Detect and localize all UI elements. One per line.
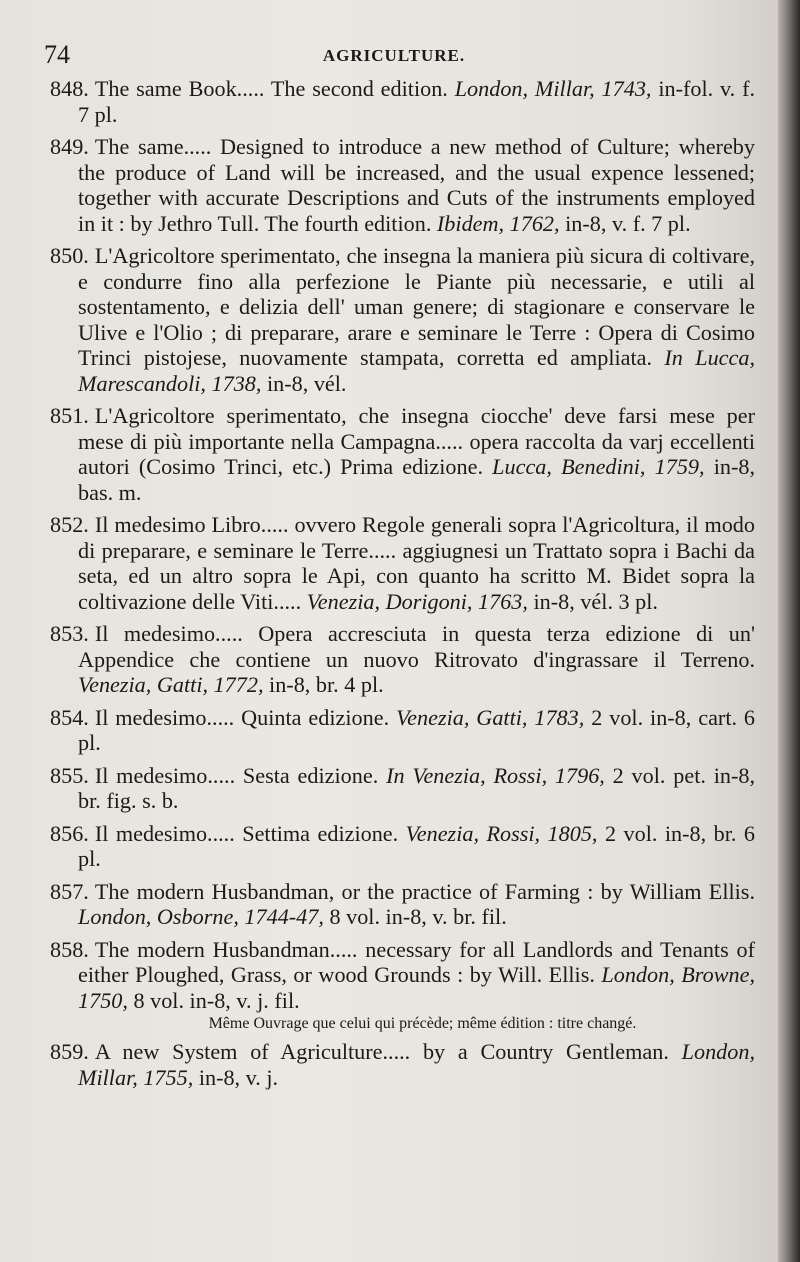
entry-format: in-8, vél. 3 pl. [533, 588, 658, 614]
entry-number: 848. [50, 76, 89, 101]
entry-format: in-8, vél. [266, 370, 347, 396]
page-number: 74 [44, 40, 70, 69]
catalogue-entry-857 [50, 879, 755, 930]
entry-number: 859. [50, 1039, 89, 1064]
entry-number: 856. [50, 820, 89, 846]
entry-format: 8 vol. in-8, v. j. fil. [133, 987, 300, 1013]
entry-imprint: In Lucca, Marescandoli, 1738, [78, 345, 756, 396]
entry-format: 8 vol. in-8, v. br. fil. [329, 904, 507, 929]
entry-number: 858. [50, 936, 89, 962]
catalogue-entry-858 [50, 937, 755, 1014]
entry-text: A new System of Agriculture..... by a Country Gentleman. [94, 1039, 669, 1064]
entry-imprint: London, Millar, 1755, [78, 1039, 756, 1090]
entry-format: in-fol. v. f. 7 pl. [78, 76, 755, 127]
entry-text: The same..... Designed to introduce a new method of Culture; whereby the produce of Land will be increased, and the usual expence lessened; together with accurate Descriptions and Cuts of the instruments employed in it : by Jethro Tull. The fourth edition. [78, 134, 755, 236]
entry-text: The same Book..... The second edition. [94, 76, 448, 101]
entry-text: L'Agricoltore sperimentato, che insegna la maniera più sicura di coltivare, e condurre fino alla perfezione le Piante più necessarie, e utili al sostentamento, e delizia dell' uman genere; di stagionare e conservare le Ulive e l'Olio ; di preparare, arare e seminare le Terre : Opera di Cosimo Trinci pistojese, nuovamente stampata, corretta ed ampliata. [78, 243, 755, 370]
page-header [44, 38, 744, 72]
entry-imprint: Venezia, Gatti, 1783, [396, 704, 585, 730]
entry-format: 2 vol. pet. in-8, br. fig. s. b. [78, 762, 756, 813]
catalogue-entry-859 [50, 1039, 755, 1090]
entry-note: Même Ouvrage que celui qui précède; même édition : titre changé. [208, 1015, 637, 1032]
running-head: AGRICULTURE. [322, 46, 466, 65]
entry-imprint: Venezia, Gatti, 1772, [78, 672, 264, 697]
entry-imprint: London, Osborne, 1744-47, [78, 904, 324, 929]
entry-text: The modern Husbandman..... necessary for all Landlords and Tenants of either Ploughed, Grass, or wood Grounds : by Will. Ellis. [78, 936, 755, 987]
catalogue-entry-848 [50, 76, 755, 127]
entry-imprint: In Venezia, Rossi, 1796, [386, 762, 605, 788]
entry-number: 851. [50, 403, 89, 428]
catalogue-entry-854 [50, 705, 755, 756]
entry-number: 855. [50, 762, 89, 788]
entry-format: 2 vol. in-8, cart. 6 pl. [78, 704, 756, 755]
entry-format: in-8, v. j. [198, 1064, 279, 1090]
entry-imprint: Venezia, Rossi, 1805, [405, 820, 598, 846]
entry-text: Il medesimo..... Settima edizione. [94, 820, 399, 846]
entry-imprint: Ibidem, 1762, [436, 210, 560, 236]
entry-number: 853. [50, 621, 89, 646]
entry-text: Il medesimo Libro..... ovvero Regole generali sopra l'Agricoltura, il modo di preparare, e seminare le Terre..... aggiugnesi un Trattato sopra i Bachi da seta, ed un altro sopra le Api, con quanto ha scritto M. Bidet sopra la coltivazione delle Viti..... [78, 512, 755, 614]
entry-text: The modern Husbandman, or the practice of Farming : by William Ellis. [94, 878, 755, 904]
entry-number: 849. [50, 134, 89, 159]
catalogue-entry-849 [50, 134, 755, 236]
entry-imprint: Lucca, Benedini, 1759, [492, 454, 705, 479]
entry-format: in-8, v. f. 7 pl. [565, 210, 691, 236]
entry-format: 2 vol. in-8, br. 6 pl. [78, 820, 755, 871]
catalogue-entry-850 [50, 243, 755, 396]
entry-text: Il medesimo..... Quinta edizione. [94, 704, 390, 730]
entry-number: 857. [50, 878, 89, 904]
entry-number: 852. [50, 512, 89, 537]
entry-imprint: Venezia, Dorigoni, 1763, [306, 588, 528, 614]
entry-number: 854. [50, 704, 89, 730]
catalogue-entry-851 [50, 403, 755, 505]
entry-imprint: London, Millar, 1743, [454, 76, 652, 101]
catalogue-entry-856 [50, 821, 755, 872]
entry-number: 850. [50, 243, 89, 268]
catalogue-entries [50, 76, 755, 1097]
entry-format: in-8, bas. m. [78, 454, 756, 505]
entry-imprint: London, Browne, 1750, [78, 962, 755, 1013]
catalogue-entry-852 [50, 512, 755, 614]
entry-text: L'Agricoltore sperimentato, che insegna ciocche' deve farsi mese per mese di più importante nella Campagna..... opera raccolta da varj eccellenti autori (Cosimo Trinci, etc.) Prima edizione. [78, 403, 755, 479]
entry-text: Il medesimo..... Opera accresciuta in questa terza edizione di un' Appendice che contiene un nuovo Ritrovato d'ingrassare il Terreno. [78, 621, 755, 672]
catalogue-entry-855 [50, 763, 755, 814]
catalogue-entry-853 [50, 621, 755, 698]
entry-format: in-8, br. 4 pl. [269, 672, 384, 697]
book-binding-edge [778, 0, 800, 1262]
entry-text: Il medesimo..... Sesta edizione. [94, 762, 379, 788]
